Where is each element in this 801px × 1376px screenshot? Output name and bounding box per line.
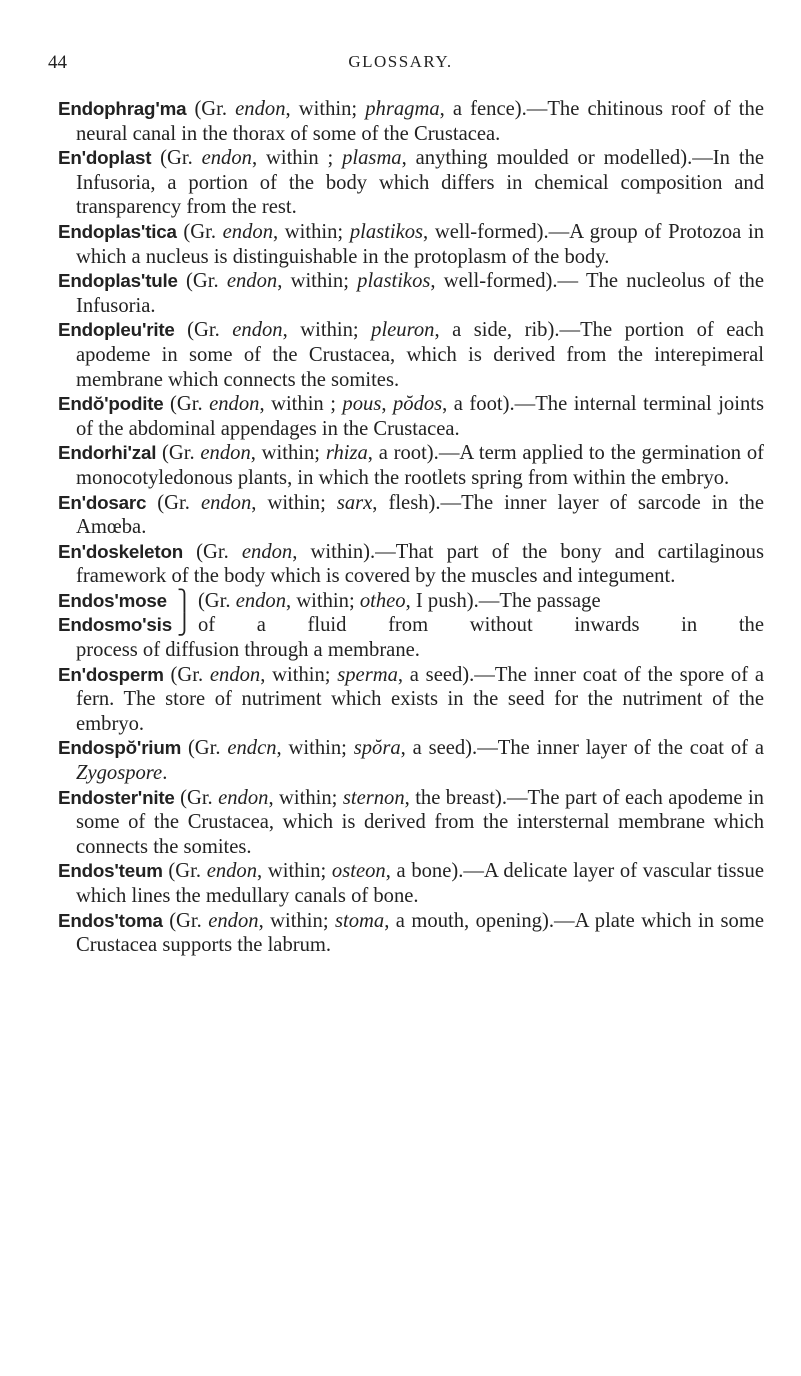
- greek-word: pous: [342, 393, 382, 416]
- entry-text: (Gr.: [151, 147, 202, 170]
- greek-word: endon: [232, 319, 283, 342]
- entry-text: (Gr.: [146, 491, 201, 514]
- entry-headword: Endospŏ'rium: [58, 737, 182, 759]
- running-head: GLOSSARY.: [348, 52, 453, 71]
- greek-word: endon: [241, 540, 293, 563]
- greek-word: pŏdos: [392, 393, 443, 416]
- entry-definition: (Gr. endon, within; otheo, I push).—The passage of a fluid from without inwards in the: [197, 589, 764, 637]
- greek-word: endon: [200, 491, 252, 514]
- entry-text: ,: [381, 393, 393, 416]
- greek-word: rhiza: [325, 442, 368, 465]
- entry-text: , within;: [276, 737, 354, 760]
- entry-text: (Gr.: [177, 270, 227, 293]
- greek-word: endcn: [227, 737, 277, 760]
- greek-word: endon: [209, 663, 261, 686]
- entry-text: , anything moulded or modelled).—In the Infusoria, a portion of the body which differs in chemical composition and transparency from the rest.: [76, 147, 765, 219]
- glossary-entry: [58, 269, 764, 318]
- glossary-entry-endosmose: [58, 589, 764, 663]
- glossary-entry: [58, 663, 764, 737]
- entry-text: , within;: [277, 270, 358, 293]
- entry-text: , a root).—A term applied to the germination of monocotyledonous plants, in which the rootlets spring from within the embryo.: [76, 442, 764, 489]
- entry-text: , a foot).—The internal terminal joints of the abdominal appendages in the Crustacea.: [76, 393, 764, 440]
- entry-headword: Endŏ'podite: [58, 393, 164, 415]
- greek-word: endon: [222, 220, 273, 243]
- entry-text: (Gr.: [156, 442, 201, 465]
- entry-text: , a side, rib).—The portion of each apodeme in some of the Crustacea, which is derived from the interepimeral membrane which connects the somites.: [76, 319, 764, 391]
- greek-word: endon: [209, 393, 260, 416]
- entry-text: , within;: [268, 786, 343, 809]
- greek-word: endon: [218, 786, 269, 809]
- entry-text: , within;: [273, 220, 350, 243]
- entry-text: , a fence).—The chitinous roof of the neural canal in the thorax of some of the Crustacea.: [76, 98, 764, 145]
- entry-text: , well-formed).—A group of Protozoa in which a nucleus is distinguishable in the protoplasm of the body.: [76, 220, 764, 268]
- glossary-entry: [58, 859, 764, 908]
- glossary-entry: [58, 909, 764, 958]
- entry-text: , a mouth, opening).—A plate which in some Crustacea supports the labrum.: [76, 909, 764, 957]
- greek-word: Zygospore: [76, 762, 163, 785]
- entry-text: , within ;: [259, 393, 343, 416]
- glossary-entry: [58, 318, 764, 392]
- entry-headword: Endoplas'tica: [58, 220, 177, 242]
- greek-word: endon: [235, 98, 286, 120]
- entry-headword: Endorhi'zal: [58, 442, 157, 464]
- entry-text: (Gr.: [174, 786, 219, 809]
- glossary-entry: [58, 786, 764, 860]
- entry-text: , within ;: [251, 147, 343, 170]
- greek-word: osteon: [331, 860, 386, 883]
- greek-word: pleuron: [371, 319, 435, 342]
- entry-text: (Gr.: [163, 393, 210, 416]
- entry-text: , within;: [282, 319, 372, 342]
- entry-headword: En'dosarc: [58, 491, 147, 513]
- glossary-entry: [58, 540, 764, 589]
- entry-definition-continued: process of diffusion through a membrane.: [76, 639, 420, 662]
- entry-text: (Gr.: [163, 663, 210, 686]
- glossary-entry: [58, 220, 764, 269]
- greek-word: stoma: [335, 909, 385, 932]
- entry-headword: Endos'toma: [58, 909, 163, 931]
- entry-headword: Endos'mose: [58, 589, 167, 611]
- greek-word: endon: [200, 442, 251, 465]
- greek-word: plasma: [342, 147, 402, 170]
- greek-word: endon: [206, 860, 258, 883]
- brace-mark: ⎫ ⎭: [176, 589, 192, 637]
- greek-word: sperma: [337, 663, 398, 686]
- entry-text: , within).—That part of the bony and cartilaginous framework of the body which is covered by the muscles and integument.: [76, 540, 764, 588]
- entry-text: .: [162, 762, 168, 785]
- entry-text: , within;: [250, 442, 326, 465]
- entry-headword: Endophrag'ma: [58, 98, 187, 119]
- entry-text: , within;: [257, 860, 332, 883]
- greek-word: sarx: [336, 491, 373, 514]
- glossary-entry: [58, 441, 764, 490]
- entry-text: , a bone).—A delicate layer of vascular tissue which lines the medullary canals of bone.: [76, 860, 764, 907]
- entry-text: (Gr.: [176, 220, 223, 243]
- entry-text: , the breast).—The part of each apodeme in some of the Crustacea, which is derived from the intersternal membrane which connects the somites.: [76, 786, 764, 858]
- entries-group-a: [58, 97, 764, 589]
- page-header: [0, 52, 801, 82]
- glossary-entry: [58, 736, 764, 785]
- greek-word: endon: [201, 147, 252, 170]
- glossary-entry: [58, 392, 764, 441]
- entries-group-b: [58, 663, 764, 958]
- entry-headword: Endos'teum: [58, 860, 163, 882]
- greek-word: sternon: [342, 786, 405, 809]
- entry-text: , within;: [258, 909, 335, 932]
- entry-headword: Endopleu'rite: [58, 319, 175, 341]
- entry-text: , within;: [285, 98, 366, 120]
- entry-text: (Gr.: [174, 319, 233, 342]
- entry-headword: En'dosperm: [58, 663, 164, 685]
- glossary-entry: [58, 146, 764, 220]
- entry-text: , within;: [251, 491, 337, 514]
- entry-text: , well-formed).— The nucleolus of the Infusoria.: [76, 270, 764, 317]
- entry-headword: Endosmo'sis: [58, 614, 172, 636]
- entry-text: (Gr.: [186, 98, 236, 120]
- glossary-entry: [58, 97, 764, 146]
- entry-headword: En'doskeleton: [58, 540, 184, 562]
- greek-word: plastikos: [349, 220, 424, 243]
- greek-word: endon: [208, 909, 259, 932]
- entry-headword: Endoster'nite: [58, 786, 175, 808]
- entry-text: , flesh).—The inner layer of sarcode in the Amœba.: [76, 491, 764, 539]
- greek-word: phragma: [365, 98, 440, 120]
- entry-headword: En'doplast: [58, 147, 152, 169]
- entry-text: , within;: [260, 663, 338, 686]
- glossary-entries: [58, 97, 764, 958]
- entry-text: (Gr.: [162, 909, 209, 932]
- glossary-entry: [58, 491, 764, 540]
- entry-headword: Endoplas'tule: [58, 270, 178, 292]
- entry-text: (Gr.: [183, 540, 242, 563]
- entry-text: (Gr.: [181, 737, 228, 760]
- greek-word: spŏra: [353, 737, 401, 760]
- entry-text: , a seed).—The inner layer of the coat of a: [400, 737, 764, 760]
- entry-text: (Gr.: [162, 860, 207, 883]
- page-number: 44: [48, 52, 67, 73]
- entry-text: , a seed).—The inner coat of the spore of a fern. The store of nutriment which exists in the seed for the nutriment of the embryo.: [76, 663, 764, 735]
- greek-word: plastikos: [357, 270, 431, 293]
- greek-word: endon: [226, 270, 278, 293]
